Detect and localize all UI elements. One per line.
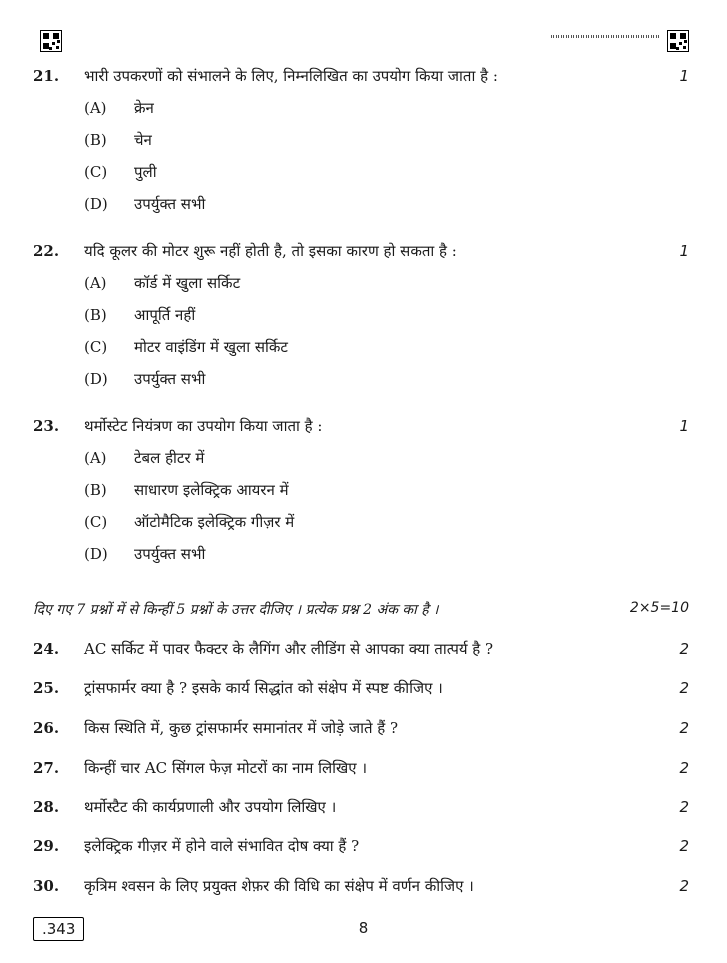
option-text: उपर्युक्त सभी xyxy=(134,195,206,213)
section-marks: 2×5=10 xyxy=(629,600,689,616)
option-text: आपूर्ति नहीं xyxy=(134,306,196,324)
option-c xyxy=(84,162,157,182)
paper-code-box: .343 xyxy=(33,917,84,941)
question-number: 30. xyxy=(33,877,60,895)
question-number: 26. xyxy=(33,719,60,737)
option-label: (C) xyxy=(84,338,108,356)
option-label: (B) xyxy=(84,481,107,499)
qr-code-icon xyxy=(667,30,689,52)
question-marks: 1 xyxy=(679,417,689,435)
option-text: क्रेन xyxy=(134,99,154,117)
question-marks: 1 xyxy=(679,67,689,85)
question-marks: 2 xyxy=(679,719,689,737)
option-a xyxy=(84,448,204,468)
question-number: 28. xyxy=(33,798,60,816)
option-d xyxy=(84,544,205,564)
option-b xyxy=(84,305,195,325)
question-text: थर्मोस्टेट नियंत्रण का उपयोग किया जाता है : xyxy=(84,417,323,435)
question-number: 24. xyxy=(33,640,60,658)
question-number: 22. xyxy=(33,242,60,260)
option-text: मोटर वाइंडिंग में खुला सर्किट xyxy=(134,338,288,356)
option-text: उपर्युक्त सभी xyxy=(134,370,206,388)
option-d xyxy=(84,194,205,214)
option-label: (D) xyxy=(84,370,108,388)
question-marks: 2 xyxy=(679,640,689,658)
option-label: (A) xyxy=(84,99,107,117)
question-number: 25. xyxy=(33,679,60,697)
qr-code-icon xyxy=(40,30,62,52)
question-number: 23. xyxy=(33,417,60,435)
question-marks: 1 xyxy=(679,242,689,260)
question-text: इलेक्ट्रिक गीज़र में होने वाले संभावित दोष क्या हैं ? xyxy=(84,837,360,855)
question-text: कृत्रिम श्वसन के लिए प्रयुक्त शेफ़र की विधि का संक्षेप में वर्णन कीजिए । xyxy=(84,877,474,895)
option-text: पुली xyxy=(134,163,157,181)
question-text: AC सर्किट में पावर फैक्टर के लैगिंग और लीडिंग से आपका क्या तात्पर्य है ? xyxy=(84,640,494,658)
question-marks: 2 xyxy=(679,679,689,697)
question-text: भारी उपकरणों को संभालने के लिए, निम्नलिखित का उपयोग किया जाता है : xyxy=(84,67,498,85)
page-number: 8 xyxy=(358,919,369,937)
question-text: थर्मोस्टैट की कार्यप्रणाली और उपयोग लिखिए । xyxy=(84,798,337,816)
option-a xyxy=(84,273,240,293)
option-b xyxy=(84,130,152,150)
question-text: किन्हीं चार AC सिंगल फेज़ मोटरों का नाम लिखिए । xyxy=(84,759,368,777)
section-instruction: दिए गए 7 प्रश्नों में से किन्हीं 5 प्रश्नों के उत्तर दीजिए । प्रत्येक प्रश्न 2 अंक का है । xyxy=(33,602,439,618)
option-c xyxy=(84,512,294,532)
option-b xyxy=(84,480,289,500)
option-text: कॉर्ड में खुला सर्किट xyxy=(134,274,241,292)
option-label: (D) xyxy=(84,195,108,213)
option-d xyxy=(84,369,205,389)
option-label: (A) xyxy=(84,449,107,467)
option-text: टेबल हीटर में xyxy=(134,449,205,467)
option-text: ऑटोमैटिक इलेक्ट्रिक गीज़र में xyxy=(134,513,295,531)
question-text: ट्रांसफार्मर क्या है ? इसके कार्य सिद्धांत को संक्षेप में स्पष्ट कीजिए । xyxy=(84,679,443,697)
question-number: 27. xyxy=(33,759,60,777)
option-label: (B) xyxy=(84,131,107,149)
question-number: 21. xyxy=(33,67,60,85)
option-label: (D) xyxy=(84,545,108,563)
option-a xyxy=(84,98,154,118)
option-text: साधारण इलेक्ट्रिक आयरन में xyxy=(134,481,289,499)
barcode-strip xyxy=(551,35,661,38)
question-text: किस स्थिति में, कुछ ट्रांसफार्मर समानांतर में जोड़े जाते हैं ? xyxy=(84,719,399,737)
option-text: उपर्युक्त सभी xyxy=(134,545,206,563)
question-marks: 2 xyxy=(679,877,689,895)
question-text: यदि कूलर की मोटर शुरू नहीं होती है, तो इसका कारण हो सकता है : xyxy=(84,242,457,260)
option-label: (A) xyxy=(84,274,107,292)
question-marks: 2 xyxy=(679,759,689,777)
question-marks: 2 xyxy=(679,837,689,855)
question-marks: 2 xyxy=(679,798,689,816)
option-label: (B) xyxy=(84,306,107,324)
option-label: (C) xyxy=(84,513,108,531)
option-c xyxy=(84,337,288,357)
question-number: 29. xyxy=(33,837,60,855)
option-label: (C) xyxy=(84,163,108,181)
option-text: चेन xyxy=(134,131,152,149)
